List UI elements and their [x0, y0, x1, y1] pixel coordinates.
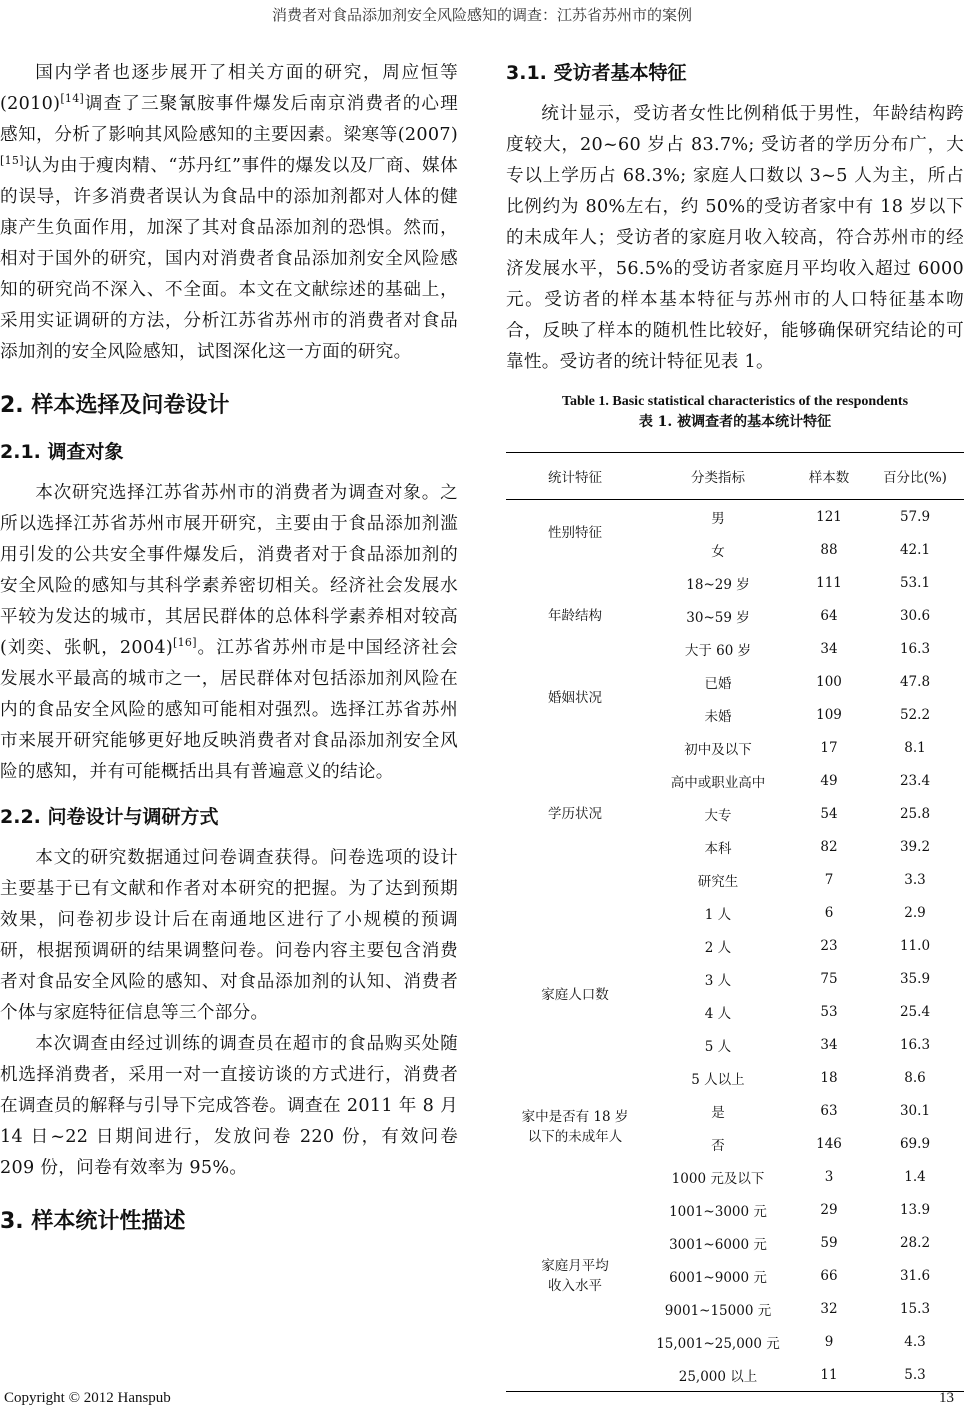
percent-cell: 13.9	[899, 1201, 931, 1218]
percent-cell: 42.1	[899, 541, 931, 558]
count-cell: 6	[824, 904, 834, 921]
count-cell: 54	[820, 805, 838, 822]
percent-cell: 53.1	[899, 574, 931, 591]
percent-cell: 1.4	[904, 1168, 926, 1185]
group-label-cell: 家庭月平均 收入水平	[506, 1160, 644, 1392]
category-cell: 高中或职业高中	[670, 774, 766, 791]
table-row	[506, 665, 964, 698]
survey-method-paragraph: 本次调查由经过训练的调查员在超市的食品购买处随机选择消费者，采用一对一直接访谈的方式进行，消费者在调查员的解释与引导下完成答卷。调查在 2011 年 8 月 14 日~22 日期间进行，发放问卷 220 份，有效问卷 209 份，问卷有效率为 95%。	[0, 1034, 458, 1178]
count-cell: 59	[820, 1234, 838, 1251]
subsection-heading-3-1: 3.1. 受访者基本特征	[506, 62, 687, 84]
percent-cell: 57.9	[899, 508, 931, 525]
percent-cell: 15.3	[899, 1300, 931, 1317]
percent-cell: 16.3	[899, 640, 931, 657]
percent-cell: 52.2	[899, 706, 931, 723]
category-cell: 大于 60 岁	[684, 642, 752, 659]
category-cell: 1 人	[704, 906, 732, 923]
subsection-heading-2-2: 2.2. 问卷设计与调研方式	[0, 806, 219, 828]
category-cell: 男	[711, 510, 725, 527]
table-row	[506, 731, 964, 764]
count-cell: 49	[820, 772, 838, 789]
percent-cell: 23.4	[899, 772, 931, 789]
subsection-heading-2-1: 2.1. 调查对象	[0, 441, 124, 463]
count-cell: 23	[820, 937, 838, 954]
statistics-table	[506, 452, 964, 1392]
count-cell: 32	[820, 1300, 838, 1317]
citation-16[interactable]: [16]	[173, 636, 197, 650]
category-cell: 初中及以下	[684, 741, 752, 758]
category-cell: 4 人	[704, 1005, 732, 1022]
table-caption: Table 1. Basic statistical characteristics of the respondents 表 1. 被调查者的基本统计特征	[561, 394, 909, 430]
count-cell: 109	[816, 706, 842, 723]
category-cell: 5 人以上	[691, 1071, 745, 1088]
header-cell: 百分比(%)	[866, 453, 964, 500]
table-header-row	[506, 453, 964, 500]
percent-cell: 35.9	[899, 970, 931, 987]
count-cell: 3	[824, 1168, 834, 1185]
category-cell: 本科	[704, 840, 732, 857]
category-cell: 9001~15000 元	[664, 1302, 772, 1319]
page-number: 13	[939, 1390, 954, 1406]
percent-cell: 2.9	[904, 904, 926, 921]
percent-cell: 25.4	[899, 1003, 931, 1020]
category-cell: 6001~9000 元	[669, 1269, 767, 1286]
group-label-cell: 婚姻状况	[548, 690, 602, 706]
citation-14[interactable]: [14]	[60, 92, 85, 106]
count-cell: 66	[820, 1267, 838, 1284]
percent-cell: 28.2	[899, 1234, 931, 1251]
category-cell: 5 人	[704, 1038, 732, 1055]
percent-cell: 31.6	[899, 1267, 931, 1284]
intro-paragraph: 国内学者也逐步展开了相关方面的研究，周应恒等(2010)[14]调查了三聚氰胺事件爆发后南京消费者的心理感知，分析了影响其风险感知的主要因素。梁寒等(2007)[15]认为由于瘦肉精、“苏丹红”事件的爆发以及厂商、媒体的误导，许多消费者误认为食品中的添加剂都对人体的健康产生负面作用，加深了其对食品添加剂的恐惧。然而，相对于国外的研究，国内对消费者食品添加剂安全风险感知的研究尚不深入、不全面。本文在文献综述的基础上，采用实证调研的方法，分析江苏省苏州市的消费者对食品添加剂的安全风险感知，试图深化这一方面的研究。	[0, 63, 458, 362]
count-cell: 34	[820, 640, 838, 657]
count-cell: 18	[820, 1069, 838, 1086]
category-cell: 1001~3000 元	[669, 1203, 767, 1220]
percent-cell: 39.2	[899, 838, 931, 855]
category-cell: 15,001~25,000 元	[656, 1335, 780, 1352]
category-cell: 2 人	[704, 939, 732, 956]
count-cell: 34	[820, 1036, 838, 1053]
section-heading-3: 3. 样本统计性描述	[0, 1209, 186, 1234]
percent-cell: 3.3	[904, 871, 926, 888]
section-heading-2: 2. 样本选择及问卷设计	[0, 393, 230, 418]
questionnaire-paragraph: 本文的研究数据通过问卷调查获得。问卷选项的设计主要基于已有文献和作者对本研究的把握。为了达到预期效果，问卷初步设计后在南通地区进行了小规模的预调研，根据预调研的结果调整问卷。问卷内容主要包含消费者对食品安全风险的感知、对食品添加剂的认知、消费者个体与家庭特征信息等三个部分。	[0, 848, 458, 1023]
table-row	[506, 1160, 964, 1193]
table-row	[506, 500, 964, 534]
count-cell: 63	[820, 1102, 838, 1119]
percent-cell: 8.6	[904, 1069, 926, 1086]
category-cell: 3 人	[704, 972, 732, 989]
table-row	[506, 566, 964, 599]
count-cell: 100	[816, 673, 842, 690]
table-row	[506, 896, 964, 929]
citation-15[interactable]: [15]	[0, 154, 24, 168]
count-cell: 9	[824, 1333, 834, 1350]
category-cell: 18~29 岁	[686, 576, 750, 593]
percent-cell: 8.1	[904, 739, 926, 756]
count-cell: 121	[816, 508, 842, 525]
respondent-paragraph: 统计显示，受访者女性比例稍低于男性，年龄结构跨度较大，20~60 岁占 83.7%; 受访者的学历分布广，大专以上学历占 68.3%; 家庭人口数以 3~5 人为主，所占比例约为 80%左右，约 50%的受访者家中有 18 岁以下的未成年人；受访者的家庭月收入较高，符合苏州市的经济发展水平，56.5%的受访者家庭月平均收入超过 6000 元。受访者的样本基本特征与苏州市的人口特征基本吻合，反映了样本的随机性比较好，能够确保研究结论的可靠性。受访者的统计特征见表 1。	[506, 104, 964, 372]
count-cell: 64	[820, 607, 838, 624]
count-cell: 17	[820, 739, 838, 756]
header-cell: 统计特征	[506, 453, 644, 500]
category-cell: 30~59 岁	[686, 609, 750, 626]
category-cell: 未婚	[704, 708, 732, 725]
left-column	[0, 58, 458, 1253]
count-cell: 146	[816, 1135, 842, 1152]
group-label-cell: 学历状况	[548, 805, 602, 822]
category-cell: 大专	[704, 807, 732, 824]
right-column	[506, 58, 964, 1392]
table-body	[506, 500, 964, 1392]
category-cell: 1000 元及以下	[671, 1170, 765, 1187]
group-label-cell: 家庭人口数	[541, 987, 609, 1003]
survey-subject-paragraph: 本次研究选择江苏省苏州市的消费者为调查对象。之所以选择江苏省苏州市展开研究，主要由于食品添加剂滥用引发的公共安全事件爆发后，消费者对于食品添加剂的安全风险的感知与其科学素养密切相关。经济社会发展水平较为发达的城市，其居民群体的总体科学素养相对较高(刘奕、张帆，2004)[16]。江苏省苏州市是中国经济社会发展水平最高的城市之一，居民群体对包括添加剂风险在内的食品安全风险的感知可能相对强烈。选择江苏省苏州市来展开研究能够更好地反映消费者对食品添加剂安全风险的感知，并有可能概括出具有普遍意义的结论。	[0, 483, 458, 782]
count-cell: 53	[820, 1003, 838, 1020]
count-cell: 7	[824, 871, 834, 888]
category-cell: 否	[711, 1137, 725, 1154]
group-label-cell: 年龄结构	[548, 607, 602, 624]
header-cell: 样本数	[792, 453, 866, 500]
count-cell: 29	[820, 1201, 838, 1218]
table-row	[506, 1094, 964, 1127]
category-cell: 是	[711, 1104, 725, 1121]
running-header: 消费者对食品添加剂安全风险感知的调查：江苏省苏州市的案例	[271, 6, 692, 24]
count-cell: 88	[820, 541, 838, 558]
count-cell: 82	[820, 838, 838, 855]
count-cell: 75	[820, 970, 838, 987]
percent-cell: 25.8	[899, 805, 931, 822]
percent-cell: 4.3	[904, 1333, 926, 1350]
percent-cell: 5.3	[866, 1358, 964, 1392]
category-cell: 25,000 以上	[644, 1358, 792, 1392]
percent-cell: 47.8	[899, 673, 931, 690]
group-label-cell: 性别特征	[548, 525, 602, 541]
percent-cell: 11.0	[899, 937, 931, 954]
percent-cell: 16.3	[899, 1036, 931, 1053]
category-cell: 3001~6000 元	[669, 1236, 767, 1253]
percent-cell: 30.1	[899, 1102, 931, 1119]
header-cell: 分类指标	[644, 453, 792, 500]
copyright: Copyright © 2012 Hanspub	[4, 1390, 171, 1406]
category-cell: 已婚	[704, 675, 732, 692]
group-label-cell: 家中是否有 18 岁 以下的未成年人	[521, 1109, 629, 1145]
category-cell: 女	[711, 543, 725, 560]
percent-cell: 69.9	[899, 1135, 931, 1152]
percent-cell: 30.6	[899, 607, 931, 624]
count-cell: 111	[816, 574, 842, 591]
category-cell: 研究生	[697, 873, 739, 890]
count-cell: 11	[792, 1358, 866, 1392]
